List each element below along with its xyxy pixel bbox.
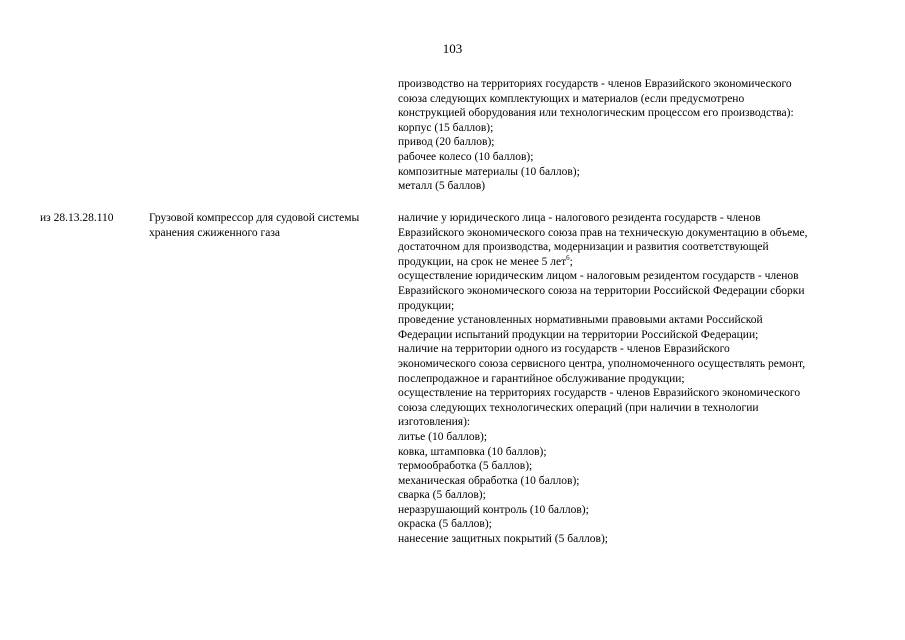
criteria-line: окраска (5 баллов); <box>398 518 492 531</box>
criteria-line: проведение установленных нормативными правовыми актами Российской <box>398 314 763 327</box>
criteria-line: литье (10 баллов); <box>398 430 488 443</box>
footnote-reference: 6 <box>566 253 570 262</box>
criteria-text: продукции, на срок не менее 5 лет <box>398 255 567 268</box>
criteria-punctuation: ; <box>569 255 573 268</box>
criteria-line: привод (20 баллов); <box>398 136 495 149</box>
page-number: 103 <box>442 41 463 56</box>
criteria-line: осуществление юридическим лицом - налоговым резидентом государств - членов <box>398 270 799 283</box>
criteria-line: союза следующих технологических операций (при наличии в технологии <box>398 401 759 414</box>
criteria-line-with-footnote <box>398 255 873 270</box>
criteria-line: конструкцией оборудования или технологическим процессом его производства): <box>398 107 794 120</box>
criteria-line: экономического союза сервисного центра, уполномоченного осуществлять ремонт, <box>398 357 806 370</box>
criteria-line: термообработка (5 баллов); <box>398 460 533 473</box>
criteria-line: механическая обработка (10 баллов); <box>398 474 580 487</box>
continued-criteria <box>398 77 873 194</box>
criteria-line: рабочее колесо (10 баллов); <box>398 150 534 163</box>
criteria-line: сварка (5 баллов); <box>398 489 486 502</box>
criteria-line: наличие у юридического лица - налогового резидента государств - членов <box>398 212 761 224</box>
criteria-list <box>398 211 873 547</box>
criteria-line: металл (5 баллов) <box>398 180 486 193</box>
criteria-line: Евразийского экономического союза на территории Российской Федерации сборки <box>398 284 805 297</box>
product-name <box>149 211 389 240</box>
criteria-line: союза следующих комплектующих и материалов (если предусмотрено <box>398 92 745 105</box>
criteria-line: наличие на территории одного из государств - членов Евразийского <box>398 343 730 356</box>
criteria-line: нанесение защитных покрытий (5 баллов); <box>398 533 608 546</box>
criteria-line: композитные материалы (10 баллов); <box>398 165 580 178</box>
criteria-line: неразрушающий контроль (10 баллов); <box>398 503 589 516</box>
criteria-line: продукции; <box>398 299 455 312</box>
criteria-line: производство на территориях государств - членов Евразийского экономического <box>398 78 792 90</box>
okpd-code: из 28.13.28.110 <box>40 212 114 224</box>
criteria-line: Федерации испытаний продукции на территории Российской Федерации; <box>398 328 759 341</box>
criteria-line: корпус (15 баллов); <box>398 121 494 134</box>
product-name-line: Грузовой компрессор для судовой системы <box>149 212 360 224</box>
criteria-line: осуществление на территориях государств - членов Евразийского экономического <box>398 387 801 400</box>
criteria-line: изготовления): <box>398 416 471 429</box>
criteria-line: Евразийского экономического союза прав на техническую документацию в объеме, <box>398 226 808 239</box>
criteria-line: ковка, штамповка (10 баллов); <box>398 445 547 458</box>
product-name-line: хранения сжиженного газа <box>149 226 281 239</box>
criteria-line: послепродажное и гарантийное обслуживание продукции; <box>398 372 685 385</box>
criteria-line: достаточном для производства, модернизации и развития соответствующей <box>398 241 769 254</box>
